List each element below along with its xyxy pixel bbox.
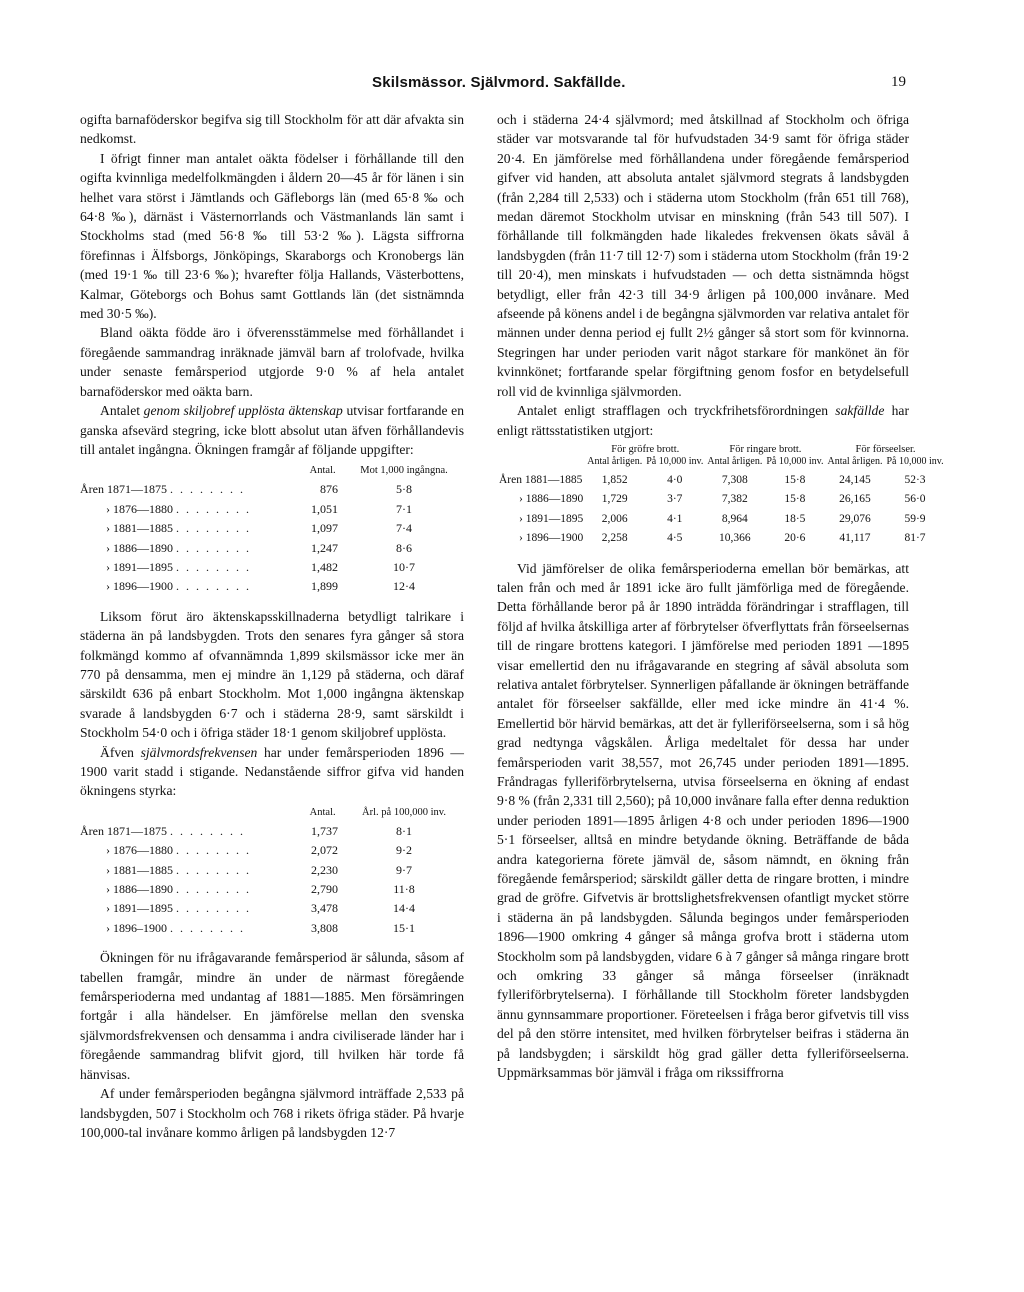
text-run: Antalet enligt strafflagen och tryckfrihetsförordningen	[517, 403, 836, 419]
cell-ratio: 7·1	[396, 501, 412, 516]
table-corner	[80, 465, 301, 480]
table-row: › 1881—1885 . . . . . . . . 2,230 9·7	[80, 861, 464, 880]
sub-header-antal: Antal årligen.	[707, 455, 763, 467]
paragraph: Ökningen för nu ifrågavarande femårsperiod är sålunda, såsom af tabellen framgår, mindre än under de närmast föregående femårsperioderna med undantag af 1881—1885. Men försämringen fortgår i alla händelser. En jämförelse mellan den svenska självmordsfrekvensen och densamma i andra civiliserade länder har i föregående sammandrag blifvit gjord, till hvilken här torde få hänvisas.	[80, 950, 464, 1082]
cell-antal: 2,790	[311, 882, 338, 897]
row-label: › 1886—1890	[106, 882, 173, 897]
group-header: För ringare brott.	[729, 443, 802, 455]
paragraph	[80, 743, 464, 801]
cell: 81·7	[904, 532, 926, 545]
row-label: › 1896—1900	[519, 532, 584, 545]
table-row: › 1891—1895 . . . . . . . . 1,482 10·7	[80, 558, 464, 577]
sub-header-ratio: På 10,000 inv.	[646, 455, 704, 467]
left-column	[80, 110, 464, 1142]
col-header-ratio: Mot 1,000 ingångna.	[360, 465, 448, 477]
cell: 20·6	[784, 532, 806, 545]
cell-ratio: 12·4	[393, 579, 415, 594]
divorce-table	[80, 465, 464, 596]
group-header: För förseelser.	[855, 443, 916, 455]
running-header	[0, 74, 1024, 98]
cell: 7,308	[721, 473, 748, 486]
header-title: Skilsmässor. Självmord. Sakfällde.	[372, 74, 626, 91]
cell-antal: 1,247	[311, 540, 338, 555]
cell: 18·5	[784, 512, 806, 525]
table-row: Åren 1871—1875 . . . . . . . . 1,737 8·1	[80, 822, 464, 841]
cell: 15·8	[784, 473, 806, 486]
group-header: För gröfre brott.	[611, 443, 680, 455]
row-label: › 1886—1890	[106, 540, 173, 555]
table-corner	[497, 444, 585, 456]
sub-header-antal: Antal årligen.	[587, 455, 643, 467]
paragraph: ogifta barnaföderskor begifva sig till Stockholm för att där afvakta sin nedkomst.	[80, 112, 464, 147]
row-label: › 1896—1900	[106, 579, 173, 594]
cell: 7,382	[721, 493, 748, 506]
page-number: 19	[891, 74, 906, 90]
cell: 41,117	[839, 532, 871, 545]
table-row: › 1876—1880 . . . . . . . . 1,051 7·1	[80, 500, 464, 519]
emphasis: sakfällde	[835, 403, 885, 419]
table-row: › 1896—1900 . . . . . . . . 1,899 12·4	[80, 577, 464, 596]
table-row: › 1876—1880 . . . . . . . . 2,072 9·2	[80, 841, 464, 860]
cell-antal: 3,478	[311, 901, 338, 916]
col-header-antal: Antal.	[309, 806, 336, 818]
table-row: › 1881—1885 . . . . . . . . 1,097 7·4	[80, 519, 464, 538]
cell: 8,964	[721, 512, 748, 525]
cell-antal: 1,051	[311, 501, 338, 516]
cell: 59·9	[904, 512, 926, 525]
paragraph: I öfrigt finner man antalet oäkta födelser i förhållande till den ogifta kvinnliga medelfolkmängden i åldern 20—45 år för länen i sin helhet vara störst i Jämtlands och Gäfleborgs län (med 65·8 ‰ och 64·8 ‰), därnäst i Västernorrlands och Västmanlands län samt i Stockholms stad (med 56·8 ‰ till 53·2 ‰). Lägsta siffrorna förefinnas i Älfsborgs, Jönköpings, Skaraborgs och Kronobergs län (med 19·1 ‰ till 23·6 ‰); hvarefter följa Hallands, Västerbottens, Kalmar, Göteborgs och Bohus samt Gottlands län (det sistnämnda med 30·5 ‰).	[80, 150, 464, 322]
suicide-table	[80, 807, 464, 938]
table-row	[497, 471, 946, 490]
cell: 1,852	[601, 473, 628, 486]
emphasis: genom skiljobref upplösta äktenskap	[143, 403, 343, 419]
cell: 2,006	[601, 512, 628, 525]
cell: 29,076	[839, 512, 871, 525]
table-row: Åren 1871—1875 . . . . . . . . 876 5·8	[80, 480, 464, 499]
cell-ratio: 8·6	[396, 540, 412, 555]
table-row: › 1886—1890 . . . . . . . . 1,247 8·6	[80, 539, 464, 558]
cell-ratio: 8·1	[396, 823, 412, 838]
cell-antal: 3,808	[311, 920, 338, 935]
row-label: › 1891—1895	[519, 512, 584, 525]
emphasis: självmordsfrekvensen	[140, 744, 258, 760]
text-run: har enligt rättsstatistiken utgjort:	[497, 403, 909, 438]
col-header-ratio: Årl. på 100,000 inv.	[362, 806, 446, 818]
table-row: › 1886—1890 . . . . . . . . 2,790 11·8	[80, 880, 464, 899]
paragraph: Bland oäkta födde äro i öfverensstämmelse med förhållandet i föregående sammandrag inräknade jämväl barn af trolofvade, hvilka under senaste femårsperiod utgjorde 9·0 % af hela antalet barnaföderskor med oäkta barn.	[80, 325, 464, 399]
cell-antal: 1,737	[311, 823, 338, 838]
cell-antal: 2,072	[311, 843, 338, 858]
paragraph: Af under femårsperioden begångna självmord inträffade 2,533 på landsbygden, 507 i Stockholm och 768 i rikets öfriga städer. På hvarje 100,000-tal invånare kommo årligen på landsbygden 12·7	[80, 1086, 464, 1140]
cell: 4·5	[667, 532, 683, 545]
cell: 24,145	[839, 473, 871, 486]
row-label: › 1876—1880	[106, 501, 173, 516]
text-run: utvisar fortfarande en ganska afsevärd stegring, icke blott absolut utan äfven förhållandevis till antalet ingångna. Ökningen framgår af följande uppgifter:	[80, 403, 464, 457]
cell: 3·7	[667, 493, 683, 506]
cell: 15·8	[784, 493, 806, 506]
cell-ratio: 14·4	[393, 901, 415, 916]
text-run: har under femårsperioden 1896 —1900 varit stadd i stigande. Nedanstående siffror gifva vid handen ökningens styrka:	[80, 744, 464, 799]
cell-ratio: 11·8	[393, 882, 415, 897]
sub-header-antal: Antal årligen.	[827, 455, 883, 467]
paragraph	[80, 401, 464, 459]
cell: 1,729	[601, 493, 628, 506]
table-row: › 1891—1895 . . . . . . . . 3,478 14·4	[80, 899, 464, 918]
conviction-table	[497, 444, 946, 549]
row-label: › 1881—1885	[106, 521, 173, 536]
right-column	[497, 110, 944, 1083]
cell-ratio: 9·7	[396, 862, 412, 877]
cell-ratio: 15·1	[393, 920, 415, 935]
cell: 10,366	[719, 532, 751, 545]
cell-antal: 2,230	[311, 862, 338, 877]
paragraph: Liksom förut äro äktenskapsskillnaderna betydligt talrikare i städerna än på landsbygden. Trots den senares fyra gånger så stora folkmängd kommo af ofvannämnda 1,899 skilsmässor icke mer än 770 på densamma, men ej mindre än 1,129 på städerna, och däraf särskildt 636 på enbart Stockholm. Mot 1,000 ingångna äktenskap svarade å landsbygden 6·7 och i städerna 28·9, samt särskildt i Stockholm 54·0 och i öfriga städer 18·1 genom skiljobref upplösta.	[80, 608, 464, 741]
table-corner	[80, 807, 301, 822]
row-label: Åren 1881—1885	[499, 473, 583, 486]
cell-ratio: 10·7	[393, 559, 415, 574]
cell: 26,165	[839, 493, 871, 506]
cell-antal: 876	[320, 482, 338, 497]
row-label: Åren 1871—1875	[80, 482, 167, 497]
table-row: › 1896–1900 . . . . . . . . 3,808 15·1	[80, 919, 464, 938]
cell: 2,258	[601, 532, 628, 545]
cell-ratio: 9·2	[396, 843, 412, 858]
cell: 52·3	[904, 473, 926, 486]
row-label: › 1896–1900	[106, 920, 167, 935]
cell: 4·0	[667, 473, 683, 486]
table-row	[497, 529, 946, 548]
paragraph: och i städerna 24·4 självmord; med åtskillnad af Stockholm och öfriga städer var motsvarande tal för hufvudstaden 34·9 samt för öfriga städer 20·4. En jämförelse med förhållandena under föregående femårsperiod gifver vid handen, att absoluta antalet självmord stegrats å landsbygden (från 2,284 till 2,533) och i städerna utom Stockholm (från 651 till 768), medan däremot Stockholm utvisar en minskning (från 543 till 507). I förhållande till folkmängden hade likaledes frekvensen ökats såväl å landsbygden (från 11·7 till 12·7) som i städerna utom Stockholm (från 19·2 till 20·4), men minskats i hufvudstaden — och detta sistnämnda högst betydligt, eller från 42·3 till 34·9 årligen på 100,000 invånare. Med afseende på könens andel i de begångna självmorden var relativa antalet för männen under denna period ej fullt 2½ gånger så stort som för kvinnorna. Stegringen har under perioden varit något starkare för mankönet än för kvinnkönet; fortfarande spelar förgiftning genom fosfor en betydelsefull roll vid de kvinnliga självmorden.	[497, 112, 909, 399]
cell: 4·1	[667, 512, 683, 525]
table-row	[497, 490, 946, 509]
cell-ratio: 5·8	[396, 482, 412, 497]
row-label: › 1891—1895	[106, 901, 173, 916]
paragraph: Vid jämförelser de olika femårsperioderna emellan bör bemärkas, att talen från och med år 1891 icke äro fullt jämförliga med de föregående. Detta förhållande beror på år 1890 inträdda förändringar i strafflagen, till följd af hvilka åtskilliga arter af förbrytelser öfverflyttats från förseelsernas till de ringare brottens kategori. I jämförelse med perioden 1891 —1895 visar emellertid den nu ifrågavarande en stegring af såväl absoluta som relativa antalet förbrytelser. Synnerligen påfallande är ökningen beträffande antalet för förseelser sakfällde, eller med icke mindre än 41·4 %. Emellertid bör härvid bemärkas, att det är fylleriförseelserna, som i så hög grad nedtynga vågskålen. Årliga medeltalet för dessa har under femårsperioden varit 38,557, mot 26,745 under perioden 1891—1895. Fråndragas fylleriförbrytelserna, utvisa förseelserna en ökning af endast 9·8 % (från 2,331 till 2,560); på 10,000 invånare falla efter denna reduktion under perioden 1891—1895 årligen 4·8 och under perioden 1896—1900 5·1 förseelser, alltså en mindre betydande ökning. Beträffande de båda andra kategorierna förete jämväl de, såsom nämndt, en ökning från föregående femårsperiod; särskildt gäller detta de ringare brotten, i mindre grad de gröfre. Gifvetvis är brottslighetsfrekvensen ofantligt mycket större i städerna än på landsbygden. Sålunda begingos under femårsperioden 1896—1900 omkring 4 gånger så många grofva brott i städerna utom Stockholm som på landsbygden, vidare 6 à 7 gånger så många ringare brott och omkring 33 gånger så många förseelser (inräknadt fylleriförbrytelserna). I förhållande till Stockholm företer landsbygden ännu gynnsammare proportioner. Företeelsen i fråga beror gifvetvis till viss del på den större intensitet, med hvilken förbrytelser beifras i städerna än på landsbygden; i särskildt hög grad gäller detta fylleriförseelserna. Uppmärksammas bör jämväl i fråga om rikssiffrorna	[497, 560, 909, 1081]
row-label: Åren 1871—1875	[80, 823, 167, 838]
cell: 56·0	[904, 493, 926, 506]
paragraph	[497, 401, 909, 440]
row-label: › 1886—1890	[519, 493, 584, 506]
row-label: › 1881—1885	[106, 862, 173, 877]
text-run: Antalet	[100, 403, 144, 419]
cell-ratio: 7·4	[396, 521, 412, 536]
text-run: Äfven	[100, 744, 141, 760]
row-label: › 1891—1895	[106, 559, 173, 574]
cell-antal: 1,899	[311, 579, 338, 594]
sub-header-ratio: På 10,000 inv.	[886, 455, 944, 467]
table-row	[497, 510, 946, 529]
cell-antal: 1,097	[311, 521, 338, 536]
row-label: › 1876—1880	[106, 843, 173, 858]
cell-antal: 1,482	[311, 559, 338, 574]
col-header-antal: Antal.	[309, 465, 336, 477]
sub-header-ratio: På 10,000 inv.	[766, 455, 824, 467]
